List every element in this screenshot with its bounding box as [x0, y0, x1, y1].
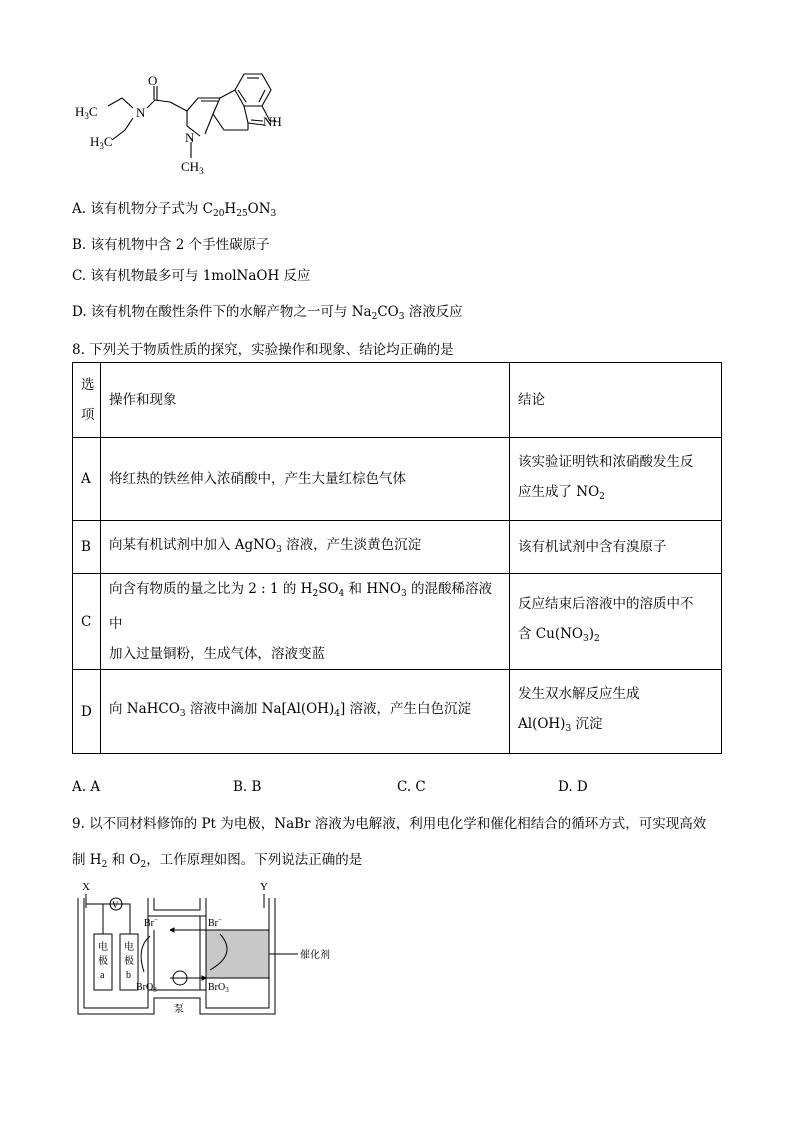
bromate-right-label: BrO$_3$: [208, 982, 229, 994]
bromate-left-label: BrO$_3$: [136, 982, 157, 994]
q7-option-a: A. 该有机物分子式为 $C_{20}H_{25}ON_3$: [72, 201, 277, 219]
ethyl-bottom-label: $H_3C$: [90, 134, 113, 151]
pump-label: 泵: [174, 1004, 184, 1015]
nh-label: NH: [263, 114, 282, 129]
table-row: B 向某有机试剂中加入 AgNO$_3$ 溶液，产生淡黄色沉淀 该有机试剂中含有溴原子: [73, 521, 722, 574]
header-conclusion: 结论: [510, 363, 722, 438]
q8-table: [72, 362, 722, 754]
svg-text:极: 极: [98, 956, 108, 967]
answer-d: D. D: [558, 779, 588, 795]
svg-text:a: a: [100, 970, 105, 981]
bromide-left-label: Br−: [144, 916, 158, 929]
svg-text:极: 极: [124, 956, 134, 967]
answer-c: C. C: [397, 779, 426, 795]
molecule-structure: [70, 68, 290, 183]
ethyl-top-label: $H_3C$: [75, 104, 98, 121]
header-operation: 操作和现象: [101, 363, 510, 438]
answer-a: A. A: [72, 779, 101, 795]
electrode-a-label: [98, 940, 108, 981]
svg-text:电: 电: [124, 942, 134, 953]
q7-option-b: B. 该有机物中含 2 个手性碳原子: [72, 237, 270, 253]
svg-text:b: b: [126, 970, 131, 981]
q9-stem-line1: 9. 以不同材料修饰的 Pt 为电极，NaBr 溶液为电解液，利用电化学和催化相结合的循环方式，可实现高效: [72, 816, 707, 832]
q9-stem-line2: 制 $H_2$ 和 $O_2$，工作原理如图。下列说法正确的是: [72, 852, 363, 870]
terminal-y-label: Y: [260, 881, 268, 893]
table-row: D 向 NaHCO$_3$ 溶液中滴加 $Na[Al(OH)_4]$ 溶液，产生白色沉淀 发生双水解反应生成 $Al(OH)_3$ 沉淀: [73, 670, 722, 754]
voltmeter-label: V: [112, 900, 119, 910]
carbonyl-oxygen-label: O: [148, 73, 158, 88]
ring-nitrogen-label: N: [185, 130, 195, 145]
answer-b: B. B: [233, 779, 262, 795]
bromide-right-label: Br−: [208, 916, 222, 929]
table-header-row: [73, 363, 722, 438]
header-option: 选 项: [73, 363, 101, 438]
q7-option-c: C. 该有机物最多可与 1molNaOH 反应: [72, 268, 311, 284]
q7-option-d: D. 该有机物在酸性条件下的水解产物之一可与 $Na_2CO_3$ 溶液反应: [72, 304, 463, 322]
methyl-label: $CH_3$: [181, 159, 204, 176]
electrode-b-label: [124, 940, 134, 981]
svg-text:电: 电: [98, 942, 108, 953]
amide-nitrogen-label: N: [136, 105, 146, 120]
q8-stem: 8. 下列关于物质性质的探究，实验操作和现象、结论均正确的是: [72, 342, 454, 358]
q8-answer-options: [72, 779, 722, 799]
catalyst-label: 催化剂: [300, 950, 330, 961]
terminal-x-label: X: [82, 881, 90, 893]
table-row: A 将红热的铁丝伸入浓硝酸中，产生大量红棕色气体 该实验证明铁和浓硝酸发生反 应生成了 $NO_2$: [73, 438, 722, 521]
electrolysis-diagram: [70, 878, 340, 1018]
table-row: C 向含有物质的量之比为 2 : 1 的 $H_2SO_4$ 和 $HNO_3$ 的混酸稀溶液中 加入过量铜粉，生成气体，溶液变蓝 反应结束后溶液中的溶质中不 含 $Cu(NO_3)_2$: [73, 574, 722, 670]
